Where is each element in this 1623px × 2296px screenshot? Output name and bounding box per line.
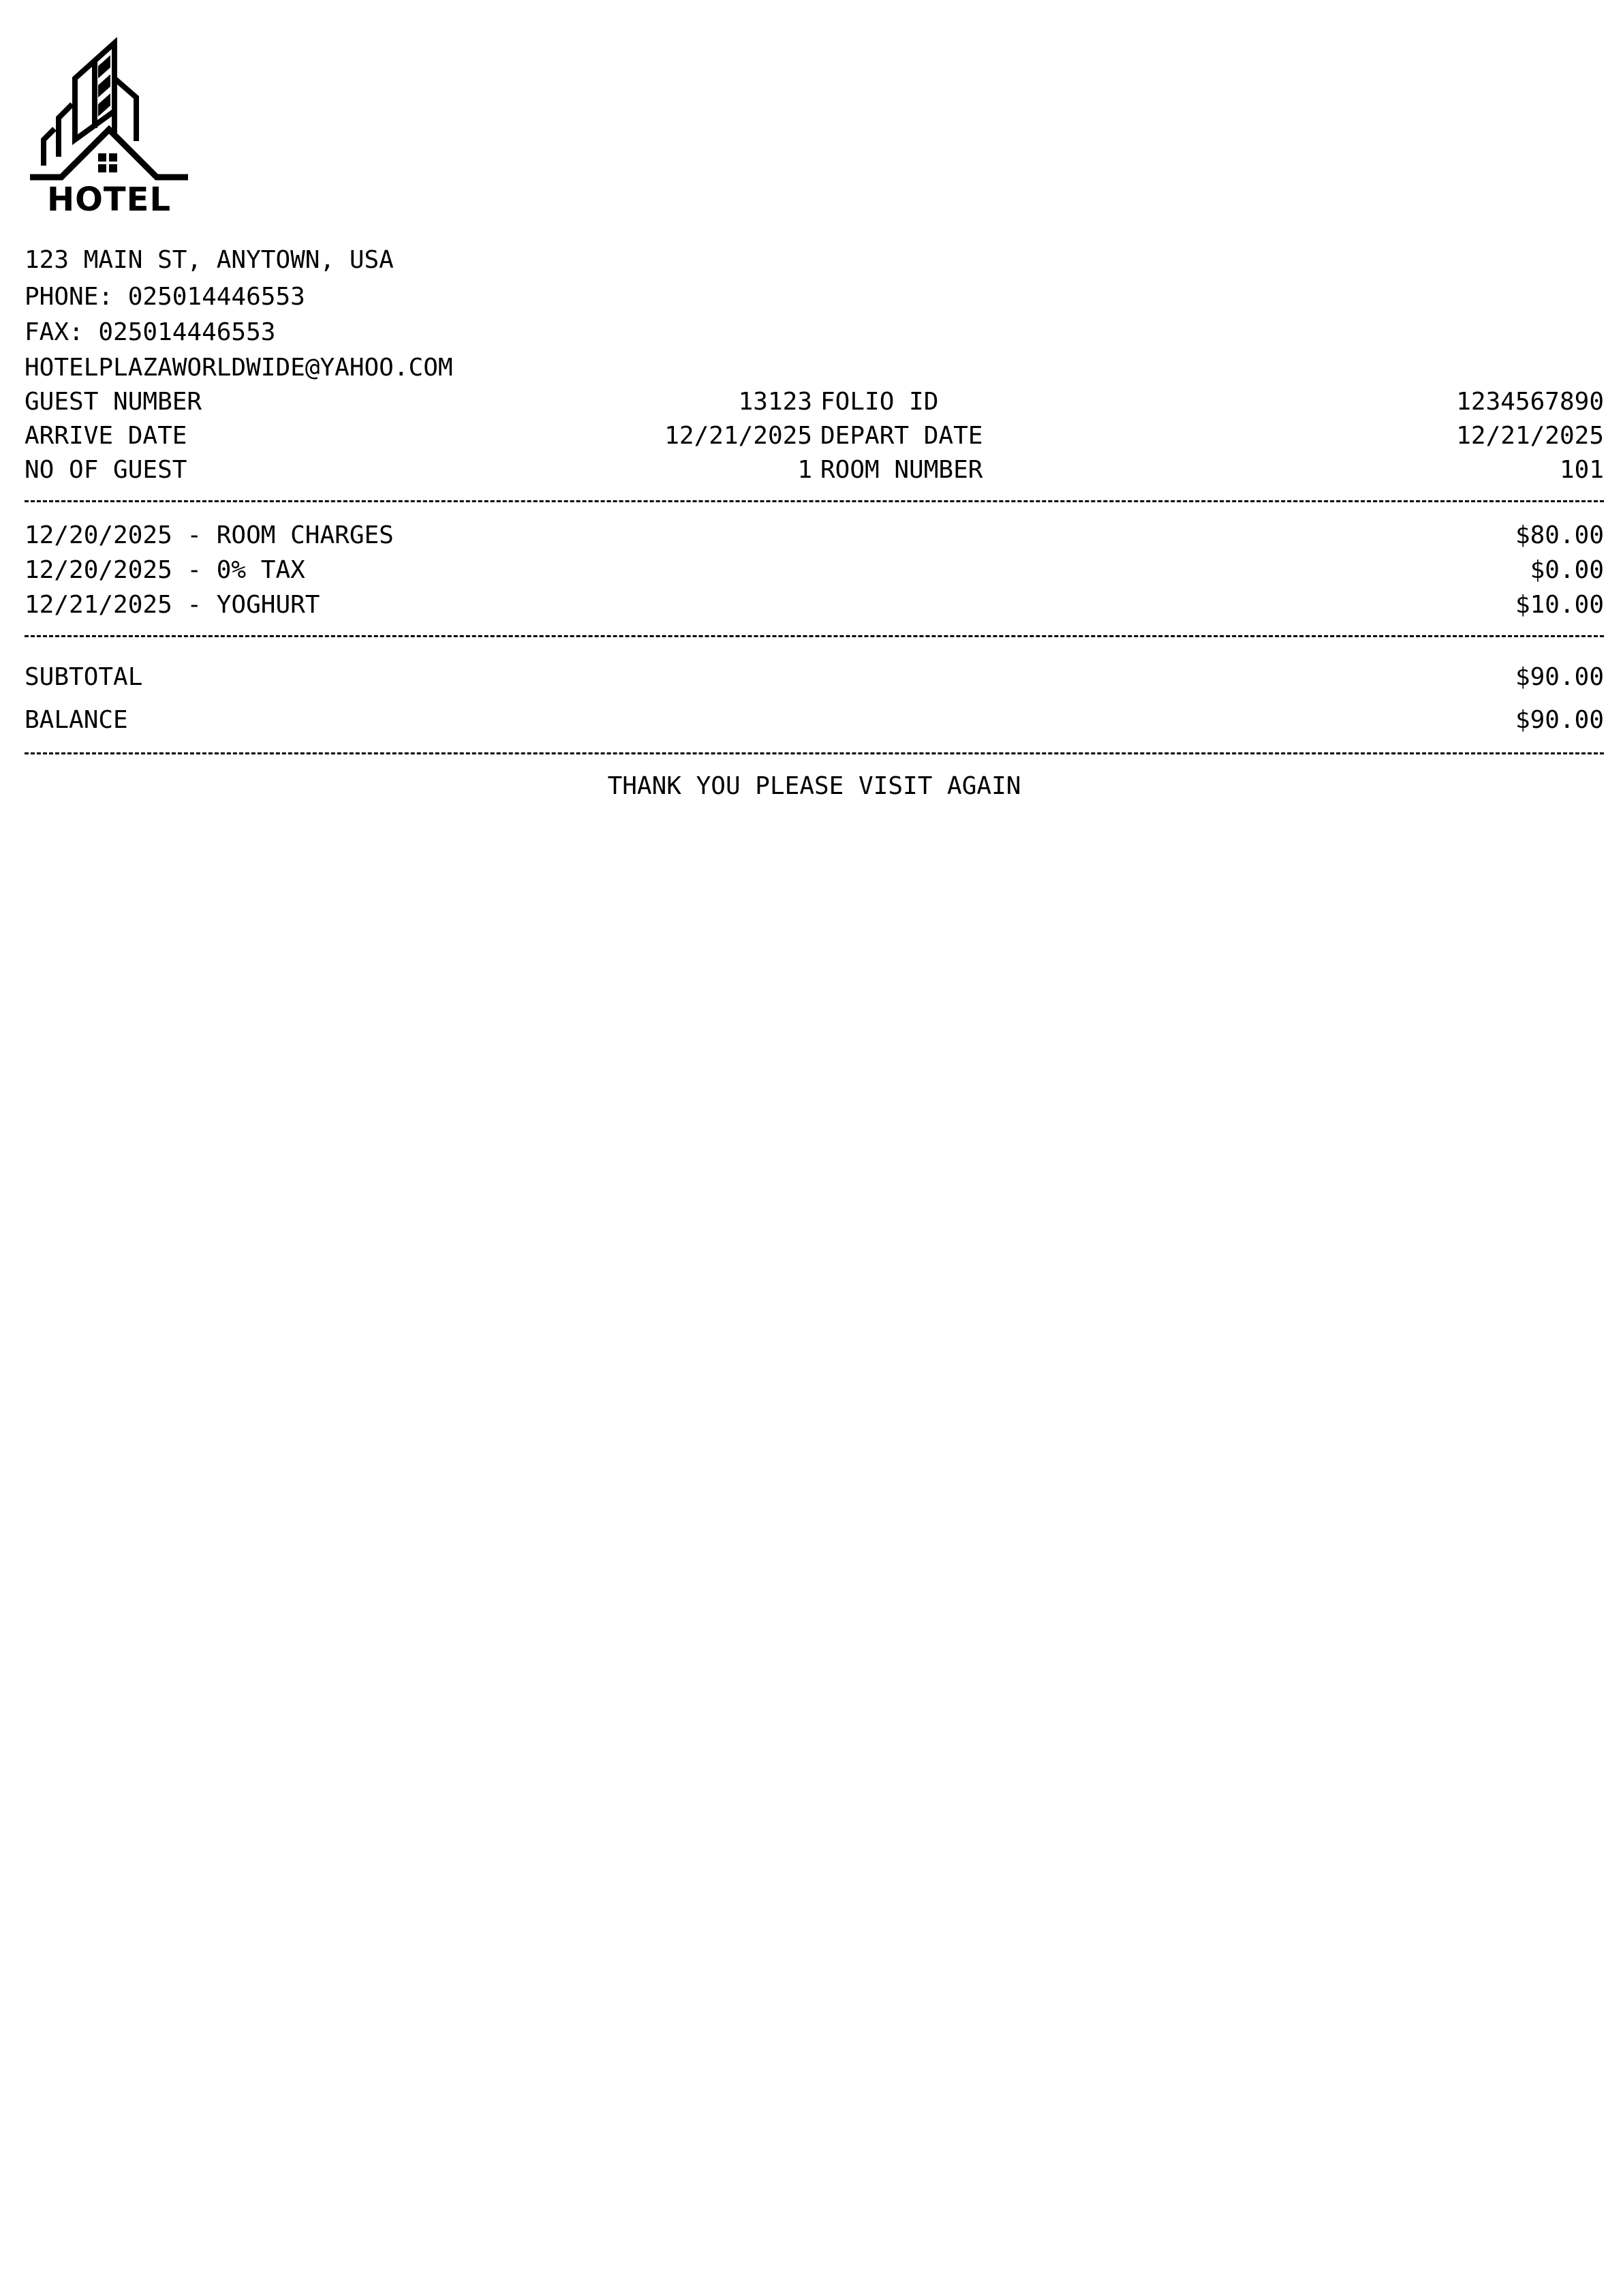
email-text: HOTELPLAZAWORLDWIDE@YAHOO.COM [25, 354, 453, 382]
guest-number-value: 13123 [738, 388, 812, 416]
folio-id-label: FOLIO ID [820, 388, 939, 416]
divider [25, 752, 1604, 754]
depart-date-label: DEPART DATE [820, 422, 983, 450]
phone-text: PHONE: 025014446553 [25, 283, 305, 311]
line-item-amount: $10.00 [1515, 591, 1604, 619]
room-number-label: ROOM NUMBER [820, 456, 983, 484]
line-item-description: 12/21/2025 - YOGHURT [25, 591, 320, 619]
divider [25, 500, 1604, 502]
thank-you-message: THANK YOU PLEASE VISIT AGAIN [607, 772, 1021, 800]
depart-date-value: 12/21/2025 [1456, 422, 1604, 450]
hotel-logo [27, 37, 191, 221]
balance-label: BALANCE [25, 706, 128, 734]
subtotal-value: $90.00 [1515, 663, 1604, 691]
folio-id-value: 1234567890 [1456, 388, 1604, 416]
subtotal-label: SUBTOTAL [25, 663, 143, 691]
guests-label: NO OF GUEST [25, 456, 187, 484]
arrive-date-value: 12/21/2025 [664, 422, 812, 450]
guests-value: 1 [797, 456, 812, 484]
divider [25, 635, 1604, 637]
line-item-description: 12/20/2025 - 0% TAX [25, 556, 305, 584]
balance-value: $90.00 [1515, 706, 1604, 734]
guest-number-label: GUEST NUMBER [25, 388, 202, 416]
line-item-description: 12/20/2025 - ROOM CHARGES [25, 521, 394, 549]
arrive-date-label: ARRIVE DATE [25, 422, 187, 450]
logo-text: HOTEL [46, 181, 172, 219]
room-number-value: 101 [1559, 456, 1604, 484]
address-text: 123 MAIN ST, ANYTOWN, USA [25, 246, 394, 274]
line-item-amount: $80.00 [1515, 521, 1604, 549]
line-item-amount: $0.00 [1530, 556, 1604, 584]
fax-text: FAX: 025014446553 [25, 318, 276, 346]
